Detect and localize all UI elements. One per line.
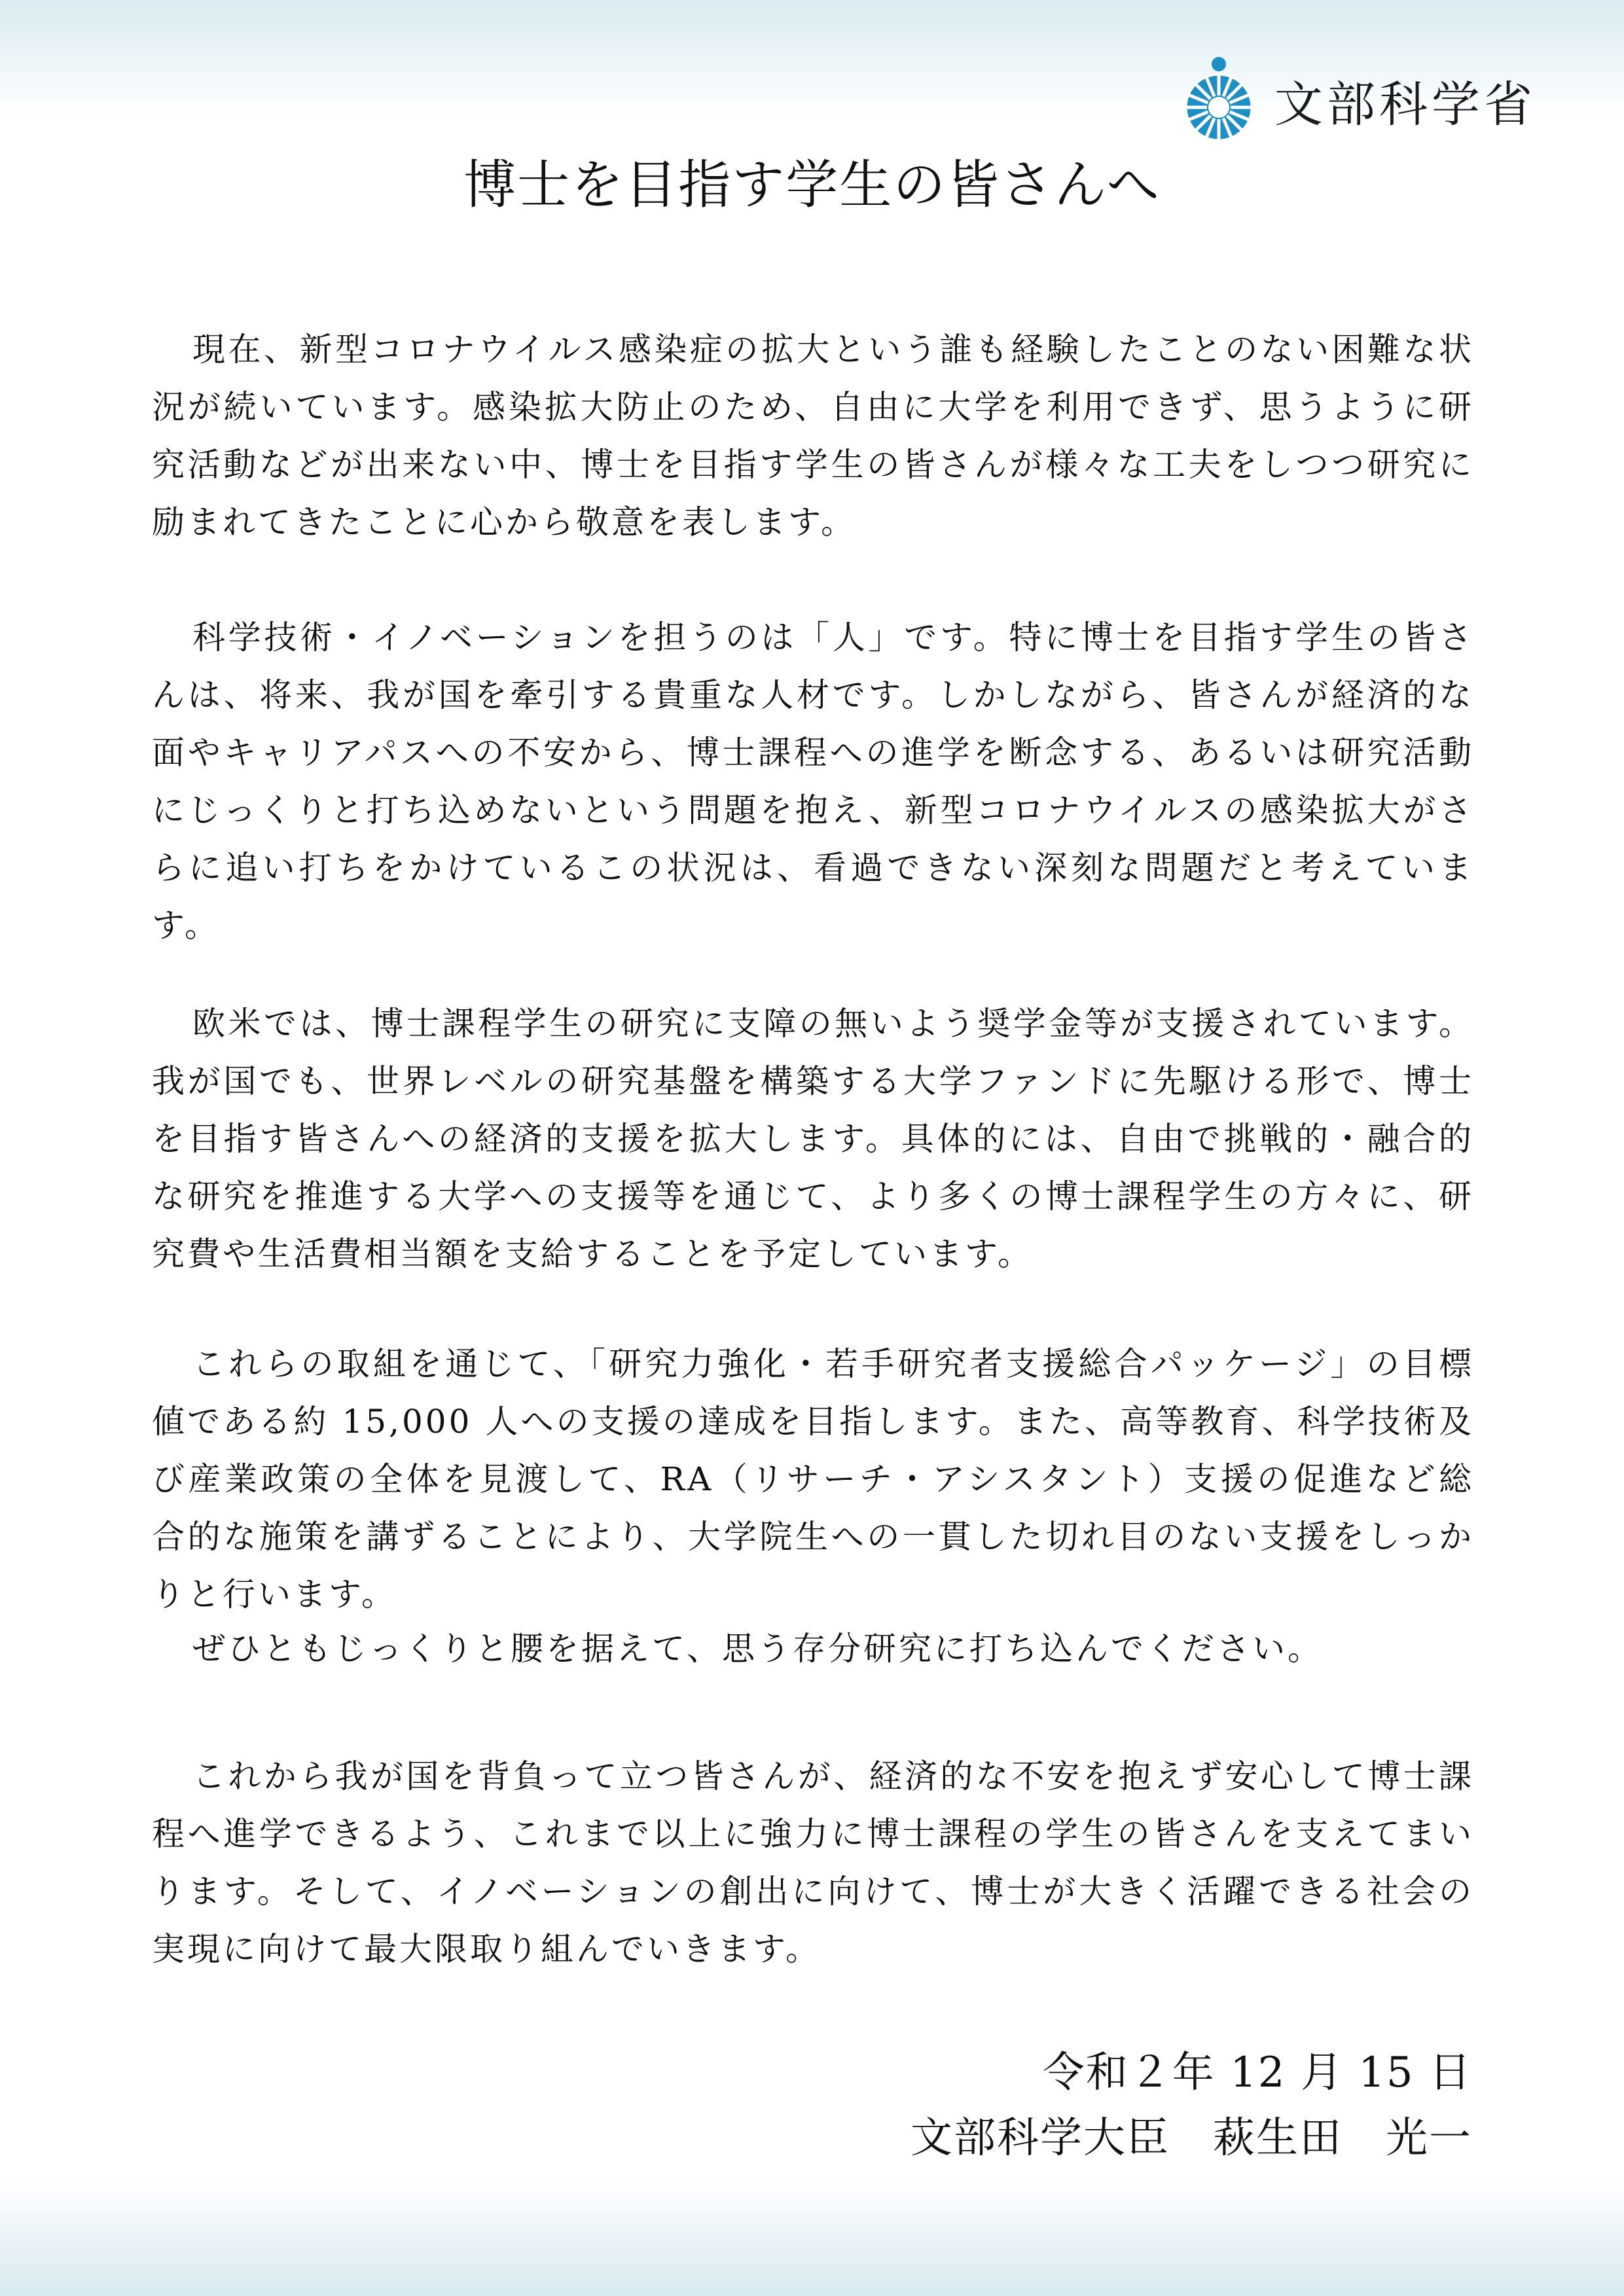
ministry-logo (1178, 55, 1536, 147)
paragraph-4: これらの取組を通じて、「研究力強化・若手研究者支援総合パッケージ」の目標値である約 15,000 人への支援の達成を目指します。また、高等教育、科学技術及び産業政策の全体を見渡して、RA（リサーチ・アシスタント）支援の促進など総合的な施策を講ずることにより、大学院生への一貫した切れ目のない支援をしっかりと行います。 (152, 1345, 1474, 1613)
paragraph-2: 科学技術・イノベーションを担うのは「人」です。特に博士を目指す学生の皆さんは、将来、我が国を牽引する貴重な人材です。しかしながら、皆さんが経済的な面やキャリアパスへの不安から、博士課程への進学を断念する、あるいは研究活動にじっくりと打ち込めないという問題を抱え、新型コロナウイルスの感染拡大がさらに追い打ちをかけているこの状況は、看過できない深刻な問題だと考えています。 (152, 619, 1474, 944)
ministry-name: 文部科学省 (1274, 77, 1536, 133)
paragraph-3: 欧米では、博士課程学生の研究に支障の無いよう奨学金等が支援されています。我が国でも、世界レベルの研究基盤を構築する大学ファンドに先駆ける形で、博士を目指す皆さんへの経済的支援を拡大します。具体的には、自由で挑戦的・融合的な研究を推進する大学への支援等を通じて、より多くの博士課程学生の方々に、研究費や生活費相当額を支給することを予定しています。 (152, 1005, 1474, 1273)
signature-date: 令和２年 12 月 15 日 (1042, 2049, 1472, 2097)
ministry-emblem-icon (1178, 55, 1260, 147)
paragraph-1: 現在、新型コロナウイルス感染症の拡大という誰も経験したことのない困難な状況が続いています。感染拡大防止のため、自由に大学を利用できず、思うように研究活動などが出来ない中、博士を目指す学生の皆さんが様々な工夫をしつつ研究に励まれてきたことに心から敬意を表します。 (152, 331, 1474, 541)
paragraph-6: これから我が国を背負って立つ皆さんが、経済的な不安を抱えず安心して博士課程へ進学できるよう、これまで以上に強力に博士課程の学生の皆さんを支えてまいります。そして、イノベーションの創出に向けて、博士が大きく活躍できる社会の実現に向けて最大限取り組んでいきます。 (152, 1757, 1474, 1968)
paragraph-5: ぜひともじっくりと腰を据えて、思う存分研究に打ち込んでください。 (192, 1630, 1323, 1668)
signature-author: 文部科学大臣 萩生田 光一 (911, 2114, 1472, 2162)
page-title: 博士を目指す学生の皆さんへ (463, 154, 1161, 215)
